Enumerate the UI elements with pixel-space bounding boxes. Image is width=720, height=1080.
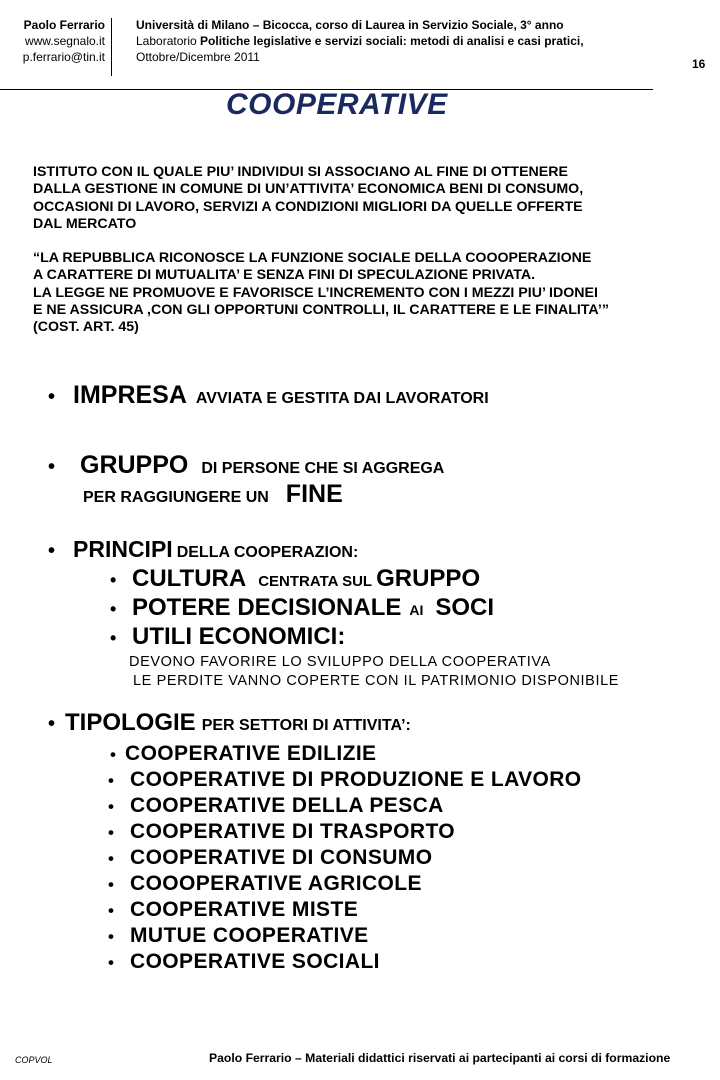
tipologia-label: COOPERATIVE SOCIALI [130, 950, 380, 973]
quote-line: “LA REPUBBLICA RICONOSCE LA FUNZIONE SOCIALE DELLA COOOPERAZIONE [33, 250, 592, 266]
tipologia-item [108, 924, 369, 948]
header-divider [111, 18, 112, 76]
author-name: Paolo Ferrario [23, 18, 105, 32]
cultura-key: CULTURA [132, 565, 247, 592]
gruppo-key: GRUPPO [80, 451, 189, 479]
lab-title: Politiche legislative e servizi sociali: metodi di analisi e casi pratici, [200, 34, 584, 48]
bullet-cultura [110, 565, 480, 593]
bullet-gruppo [48, 451, 444, 480]
quote-line: A CARATTERE DI MUTUALITA’ E SENZA FINI DI SPECULAZIONE PRIVATA. [33, 267, 536, 284]
tipologia-label: COOPERATIVE DI CONSUMO [130, 846, 433, 869]
bullet-tipologie [48, 709, 411, 737]
quote-line: E NE ASSICURA ,CON GLI OPPORTUNI CONTROLLI, IL CARATTERE E LE FINALITA’” [33, 301, 609, 318]
utili-line-2: LE PERDITE VANNO COPERTE CON IL PATRIMONIO DISPONIBILE [133, 673, 620, 689]
bullet-icon: • [110, 570, 117, 590]
definition-line: OCCASIONI DI LAVORO, SERVIZI A CONDIZIONI MIGLIORI DA QUELLE OFFERTE [33, 198, 583, 215]
bullet-principi [48, 536, 358, 563]
tipologia-item [108, 898, 358, 922]
gruppo-line2-key: FINE [285, 480, 343, 508]
bullet-icon: • [108, 953, 114, 972]
bullet-icon: • [108, 771, 114, 790]
constitution-quote [33, 250, 609, 336]
bullet-icon: • [108, 901, 114, 920]
utili-key: UTILI ECONOMICI: [132, 623, 346, 650]
potere-end: SOCI [435, 594, 495, 621]
bullet-impresa [48, 381, 489, 410]
course-period: Ottobre/Dicembre 2011 [136, 50, 260, 64]
bullet-icon: • [48, 540, 56, 562]
bullet-icon: • [48, 456, 56, 478]
bullet-icon: • [110, 599, 117, 619]
lab-line [136, 33, 584, 49]
bullet-icon: • [108, 797, 114, 816]
quote-line: LA LEGGE NE PROMUOVE E FAVORISCE L’INCREMENTO CON I MEZZI PIU’ IDONEI [33, 284, 598, 301]
tipologia-label: COOPERATIVE DI TRASPORTO [130, 820, 456, 843]
author-email[interactable]: p.ferrario@tin.it [22, 50, 105, 64]
principi-rest: DELLA COOPERAZION: [176, 544, 359, 561]
page-title: COOPERATIVE [226, 88, 448, 121]
cultura-mid: CENTRATA SUL [258, 573, 373, 590]
impresa-key: IMPRESA [73, 381, 187, 409]
bullet-icon: • [108, 927, 114, 946]
tipologia-label: COOOPERATIVE AGRICOLE [130, 872, 422, 895]
utili-line-1: DEVONO FAVORIRE LO SVILUPPO DELLA COOPERATIVA [129, 654, 551, 670]
tipologia-label: COOPERATIVE MISTE [130, 898, 359, 921]
tipologia-label: COOPERATIVE DELLA PESCA [130, 794, 444, 817]
course-line: Università di Milano – Bicocca, corso di Laurea in Servizio Sociale, 3° anno [136, 18, 564, 32]
tipologia-item [108, 950, 380, 974]
gruppo-line2-text: PER RAGGIUNGERE UN [83, 489, 269, 506]
author-block [9, 17, 105, 65]
definition-line: DALLA GESTIONE IN COMUNE DI UN’ATTIVITA’ ECONOMICA BENI DI CONSUMO, [33, 181, 584, 198]
bullet-icon: • [108, 823, 114, 842]
tipologia-item [108, 794, 444, 818]
bullet-icon: • [48, 713, 56, 735]
bullet-potere [110, 594, 494, 622]
footer-credit: Paolo Ferrario – Materiali didattici riservati ai partecipanti ai corsi di formazione [209, 1051, 671, 1065]
impresa-rest: AVVIATA E GESTITA DAI LAVORATORI [195, 390, 489, 407]
bullet-icon: • [110, 628, 117, 648]
tipologia-item [108, 872, 422, 896]
bullet-icon: • [48, 386, 56, 408]
tipologia-label: COOPERATIVE EDILIZIE [125, 742, 377, 765]
definition-line: ISTITUTO CON IL QUALE PIU’ INDIVIDUI SI ASSOCIANO AL FINE DI OTTENERE [33, 164, 568, 180]
tipologia-label: COOPERATIVE DI PRODUZIONE E LAVORO [130, 768, 582, 791]
potere-mid: AI [409, 602, 424, 618]
tipologia-item [108, 820, 455, 844]
footer-code: COPVOL [15, 1055, 53, 1065]
tipologia-item [108, 846, 432, 870]
tipologia-item [108, 768, 582, 792]
course-block [136, 17, 584, 65]
tipologie-rest: PER SETTORI DI ATTIVITA’: [201, 717, 411, 734]
bullet-utili [110, 623, 345, 651]
quote-line: (COST. ART. 45) [33, 319, 139, 336]
gruppo-rest: DI PERSONE CHE SI AGGREGA [201, 460, 445, 477]
lab-prefix: Laboratorio [136, 34, 201, 48]
definition-paragraph [33, 164, 583, 233]
potere-key: POTERE DECISIONALE [132, 594, 402, 621]
tipologia-item [110, 742, 376, 766]
bullet-icon: • [108, 849, 114, 868]
cultura-end: GRUPPO [376, 565, 481, 592]
gruppo-line-2 [83, 480, 343, 509]
tipologia-label: MUTUE COOPERATIVE [130, 924, 369, 947]
definition-line: DAL MERCATO [33, 215, 137, 232]
tipologie-key: TIPOLOGIE [65, 709, 196, 736]
page-number: 16 [692, 57, 706, 71]
bullet-icon: • [108, 875, 114, 894]
principi-key: PRINCIPI [73, 536, 173, 562]
bullet-icon: • [110, 745, 116, 764]
author-website[interactable]: www.segnalo.it [24, 34, 105, 48]
